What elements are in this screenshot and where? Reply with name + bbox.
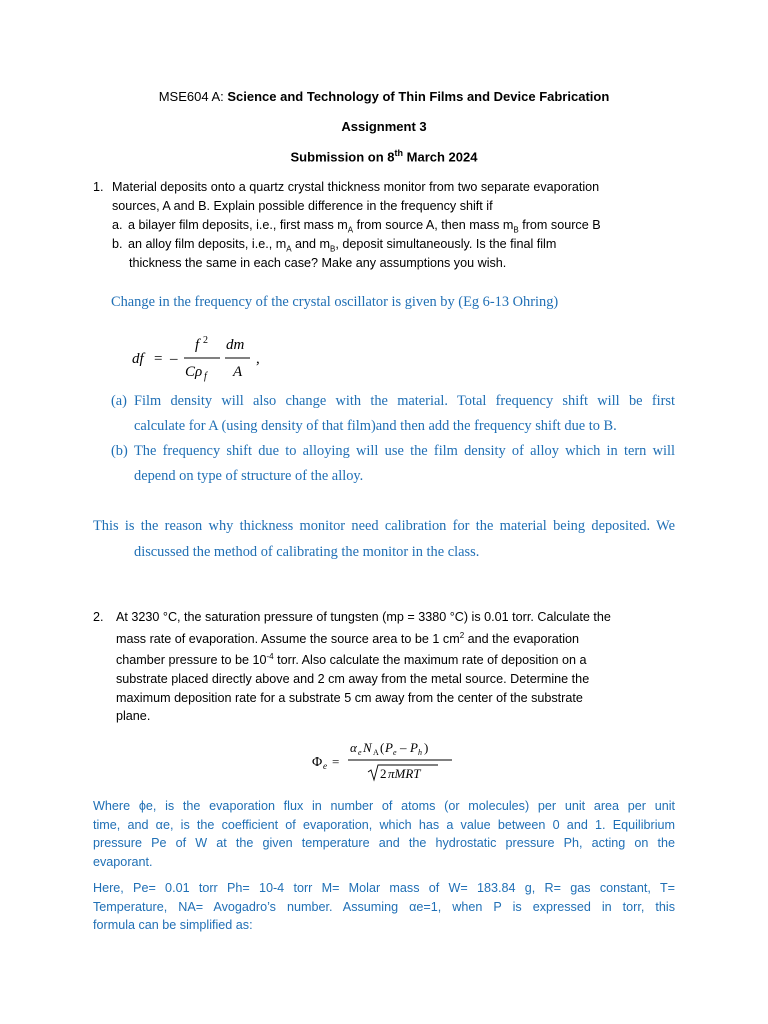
svg-text:P: P [410, 740, 418, 755]
frequency-equation [132, 334, 272, 382]
q1-a-part3: from source B [518, 218, 601, 232]
ans2-p2-line2: Temperature, NA= Avogadro’s number. Assuming αe=1, when P is expressed in torr, this [93, 899, 675, 914]
course-code: MSE604 A: [158, 89, 228, 104]
q2-line2-sup: 2 [459, 630, 465, 640]
q2-line3 [116, 648, 686, 670]
q1-b-part2: and m [291, 237, 331, 251]
q2-line2 [116, 627, 686, 649]
q1-b-part3: , deposit simultaneously. Is the final film [335, 237, 557, 251]
svg-text:(: ( [380, 740, 385, 755]
q1-text [112, 178, 682, 215]
svg-text:dm: dm [226, 337, 245, 353]
svg-text:f: f [204, 371, 207, 382]
svg-text:πMRT: πMRT [388, 766, 421, 781]
q2-text [116, 608, 686, 726]
q1-number: 1. [93, 180, 104, 194]
ans1-intro: Change in the frequency of the crystal oscillator is given by (Eg 6-13 Ohring) [111, 294, 559, 310]
svg-text:α: α [350, 740, 357, 755]
q1-line1: Material deposits onto a quartz crystal thickness monitor from two separate evaporation [112, 180, 600, 194]
q2-line2-a: mass rate of evaporation. Assume the source area to be 1 cm [116, 631, 460, 646]
svg-text:N: N [363, 740, 372, 755]
submission-pre: Submission on 8 [290, 149, 395, 165]
svg-text:e: e [323, 761, 327, 771]
ans1-b-line1: The frequency shift due to alloying will use the film density of alloy which in tern will [134, 443, 675, 459]
flux-equation [310, 738, 460, 786]
q2-line3-b: torr. Also calculate the maximum rate of deposition on a [273, 653, 587, 668]
ans2-p2-line1: Here, Pe= 0.01 torr Ph= 10-4 torr M= Molar mass of W= 183.84 g, R= gas constant, T= [93, 881, 675, 895]
q2-line2-b: and the evaporation [464, 631, 580, 646]
svg-text:Φ: Φ [312, 755, 323, 770]
svg-text:2: 2 [380, 766, 387, 781]
svg-text:2: 2 [203, 335, 208, 346]
svg-text:A: A [233, 364, 243, 380]
q1-line2: sources, A and B. Explain possible difference in the frequency shift if [112, 198, 493, 213]
ans2-p1-line1: Where ϕe, is the evaporation flux in number of atoms (or molecules) per unit area per unit [93, 799, 675, 813]
svg-text:=: = [154, 351, 163, 367]
ans2-p1-line3: pressure Pe of W at the given temperature and the hydrostatic pressure Ph, acting on the [93, 836, 675, 851]
submission-date [0, 148, 768, 164]
ans2-p1-line4: evaporant. [93, 854, 153, 869]
q1-a-sub2: B [513, 225, 519, 235]
q2-line1: At 3230 °C, the saturation pressure of tungsten (mp = 3380 °C) is 0.01 torr. Calculate the [116, 610, 611, 624]
svg-text:=: = [332, 754, 340, 769]
q1-a-sub1: A [347, 225, 354, 235]
svg-text:–: – [170, 351, 178, 367]
q2-line6: plane. [116, 709, 151, 724]
ans2-p1-line2: time, and αe, is the coefficient of evaporation, which has a value between 0 and 1. Equilibrium [93, 817, 675, 832]
q2-line5: maximum deposition rate for a substrate 5 cm away from the center of the substrate [116, 690, 583, 705]
assignment-title: Assignment 3 [341, 119, 427, 134]
ans1-a-line1: Film density will also change with the material. Total frequency shift will be first [134, 393, 675, 409]
course-title: Science and Technology of Thin Films and Device Fabrication [227, 89, 610, 104]
ans1-b-label: (b) [111, 443, 128, 459]
q1-a-part1: a bilayer film deposits, i.e., first mass m [128, 218, 348, 232]
q1-b-part1: an alloy film deposits, i.e., m [128, 237, 287, 251]
ans2-paragraph1 [93, 797, 675, 871]
q1-b-sub1: A [286, 244, 292, 254]
svg-text:): ) [424, 740, 429, 755]
svg-text:f: f [195, 337, 200, 353]
ans1-note-line2: discussed the method of calibrating the monitor in the class. [134, 544, 480, 560]
svg-text:Cρ: Cρ [185, 364, 203, 380]
ans2-paragraph2 [93, 879, 675, 935]
ans1-note-line1: This is the reason why thickness monitor need calibration for the material being deposited. We [93, 518, 675, 534]
submission-post: March 2024 [403, 149, 478, 165]
ans1-a-label: (a) [111, 393, 127, 409]
svg-text:h: h [418, 748, 422, 757]
q2-number: 2. [93, 610, 104, 624]
q2-line4: substrate placed directly above and 2 cm away from the metal source. Determine the [116, 672, 590, 687]
course-header [0, 89, 768, 104]
q2-line3-a: chamber pressure to be 10 [116, 653, 267, 668]
svg-text:P: P [385, 740, 393, 755]
q1-b-sub2: B [330, 244, 336, 254]
ans2-p2-line3: formula can be simplified as: [93, 918, 253, 933]
q2-line3-sup: -4 [266, 652, 274, 662]
svg-text:e: e [358, 748, 362, 757]
svg-text:–: – [400, 740, 407, 755]
svg-text:e: e [393, 748, 397, 757]
q1-a-label: a. [112, 218, 123, 232]
svg-text:A: A [373, 748, 379, 757]
submission-sup: th [394, 148, 404, 158]
svg-text:,: , [256, 351, 260, 367]
q1-b-label: b. [112, 237, 123, 251]
ans1-a-line2: calculate for A (using density of that film)and then add the frequency shift due to B. [134, 418, 617, 434]
q1-b-line2: thickness the same in each case? Make any assumptions you wish. [129, 256, 507, 270]
q1-a-part2: from source A, then mass m [353, 218, 514, 232]
svg-text:df: df [132, 351, 144, 367]
ans1-b-line2: depend on type of structure of the alloy. [134, 468, 364, 484]
